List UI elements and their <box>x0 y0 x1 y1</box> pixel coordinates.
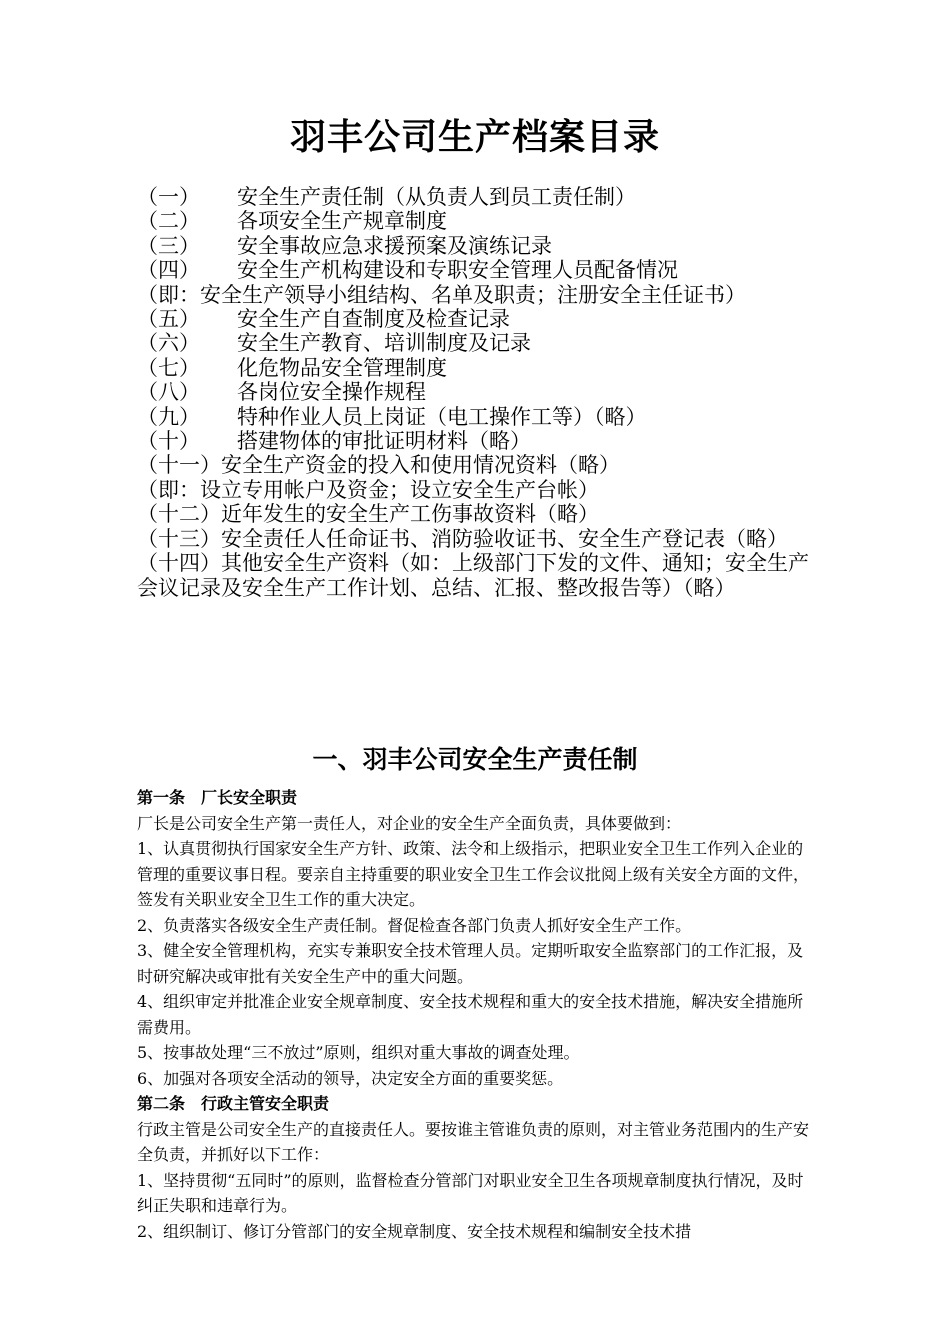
toc-item-number: （八） <box>137 380 200 405</box>
document-title: 羽丰公司生产档案目录 <box>289 117 660 158</box>
toc-item <box>137 209 817 233</box>
toc-item-text: 安全生产责任制（从负责人到员工责任制） <box>237 185 636 209</box>
toc-item-number: （六） <box>137 331 200 356</box>
toc-item-number: （三） <box>137 233 200 258</box>
paragraph: 行政主管是公司安全生产的直接责任人。要按谁主管谁负责的原则，对主管业务范围内的生产安全负责，并抓好以下工作： <box>137 1119 810 1164</box>
paragraph: 4、组织审定并批准企业安全规章制度、安全技术规程和重大的安全技术措施，解决安全措施所需费用。 <box>137 992 804 1037</box>
toc-item <box>137 307 817 331</box>
toc-note: （即：安全生产领导小组结构、名单及职责；注册安全主任证书） <box>137 282 746 307</box>
toc-item-number: （十） <box>137 429 200 454</box>
toc-item-text: 安全生产自查制度及检查记录 <box>237 307 510 332</box>
paragraph: 2、组织制订、修订分管部门的安全规章制度、安全技术规程和编制安全技术措 <box>137 1221 692 1241</box>
toc-item-number: （五） <box>137 307 200 332</box>
toc-item <box>137 185 817 209</box>
toc-item-number: （十一） <box>137 453 221 478</box>
paragraph: 1、认真贯彻执行国家安全生产方针、政策、法令和上级指示，把职业安全卫生工作列入企业的管理的重要议事日程。要亲自主持重要的职业安全卫生工作会议批阅上级有关安全方面的文件，签发有关职业安全卫生工作的重大决定。 <box>137 839 810 909</box>
toc-item-text: 安全生产资金的投入和使用情况资料（略） <box>221 453 620 478</box>
toc-item-text: 化危物品安全管理制度 <box>237 355 447 380</box>
toc-item <box>137 380 817 404</box>
toc-item <box>137 453 817 477</box>
article-heading: 第一条 厂长安全职责 <box>137 788 298 807</box>
toc-item-text: 特种作业人员上岗证（电工操作工等）（略） <box>237 404 647 429</box>
toc-item <box>137 429 817 453</box>
toc-item <box>137 258 817 282</box>
toc-item-text: 各岗位安全操作规程 <box>237 380 426 405</box>
paragraph: 2、负责落实各级安全生产责任制。督促检查各部门负责人抓好安全生产工作。 <box>137 915 692 935</box>
toc-note: （十三）安全责任人任命证书、消防验收证书、安全生产登记表（略） <box>137 526 788 551</box>
section-title: 一、羽丰公司安全生产责任制 <box>312 745 638 774</box>
toc-item-text: 安全生产机构建设和专职安全管理人员配备情况 <box>237 258 678 283</box>
paragraph: 1、坚持贯彻“五同时”的原则，监督检查分管部门对职业安全卫生各项规章制度执行情况，及时纠正失职和违章行为。 <box>137 1170 804 1215</box>
toc-item-number: （七） <box>137 355 200 380</box>
paragraph: 5、按事故处理“三不放过”原则，组织对重大事故的调查处理。 <box>137 1043 580 1062</box>
toc-item-text: 安全生产教育、培训制度及记录 <box>237 331 531 356</box>
article-heading: 第二条 行政主管安全职责 <box>137 1094 330 1113</box>
toc-item-number: （九） <box>137 404 200 429</box>
paragraph: 6、加强对各项安全活动的领导，决定安全方面的重要奖惩。 <box>137 1068 564 1088</box>
table-of-contents <box>137 185 817 600</box>
toc-item <box>137 405 817 429</box>
paragraph: 厂长是公司安全生产第一责任人，对企业的安全生产全面负责，具体要做到： <box>137 813 682 833</box>
paragraph: 3、健全安全管理机构，充实专兼职安全技术管理人员。定期听取安全监察部门的工作汇报，及时研究解决或审批有关安全生产中的重大问题。 <box>137 941 804 986</box>
toc-note: （十四）其他安全生产资料（如：上级部门下发的文件、通知；安全生产会议记录及安全生产工作计划、总结、汇报、整改报告等）（略） <box>137 551 809 600</box>
toc-note: （即：设立专用帐户及资金；设立安全生产台帐） <box>137 477 599 502</box>
toc-item-text: 各项安全生产规章制度 <box>237 209 447 234</box>
toc-item-number: （二） <box>137 209 200 234</box>
toc-item-number: （四） <box>137 258 200 283</box>
toc-item-text: 搭建物体的审批证明材料（略） <box>237 429 531 454</box>
toc-item <box>137 356 817 380</box>
section-body <box>137 785 817 1244</box>
toc-item <box>137 234 817 258</box>
toc-note: （十二）近年发生的安全生产工伤事故资料（略） <box>137 502 599 527</box>
toc-item-text: 安全事故应急求援预案及演练记录 <box>237 233 552 258</box>
toc-item <box>137 331 817 355</box>
toc-item-number: （一） <box>137 185 200 209</box>
